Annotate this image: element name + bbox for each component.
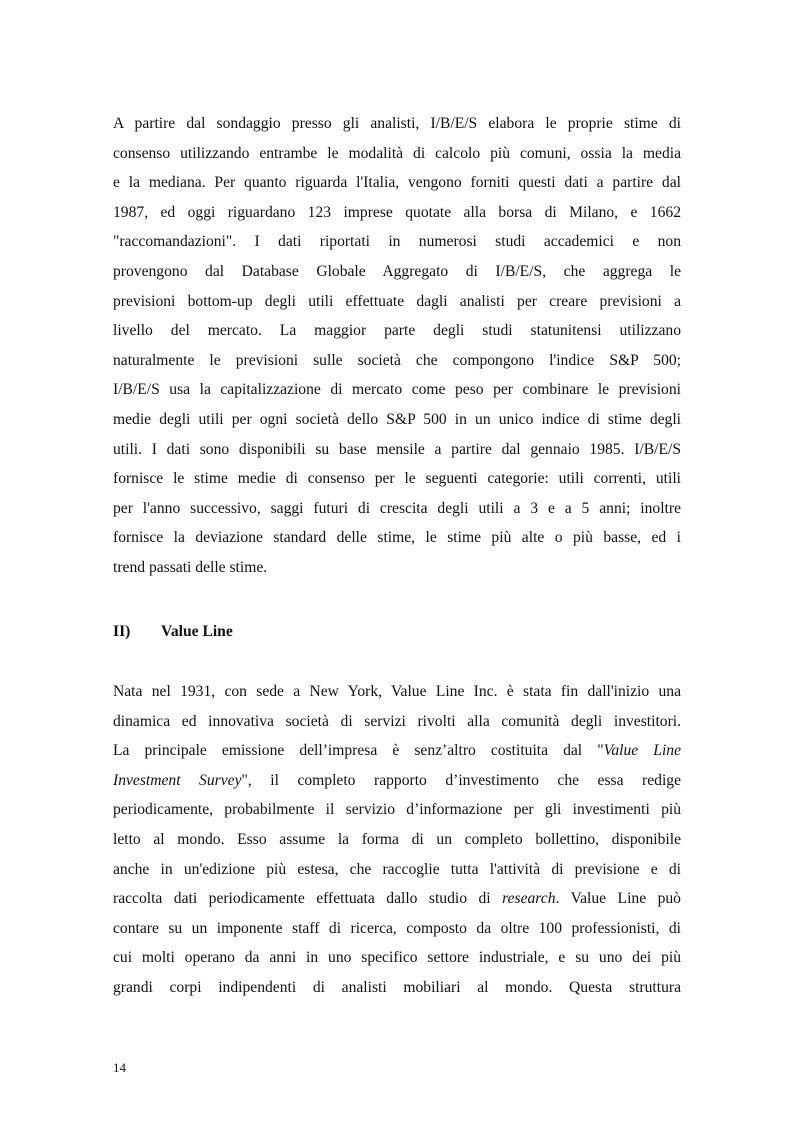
text-line: periodicamente, probabilmente il servizio d’informazione per gli investimenti più — [113, 801, 681, 819]
text-line: fornisce la deviazione standard delle stime, le stime più alte o più basse, ed i — [113, 529, 681, 547]
text-line: e la mediana. Per quanto riguarda l'Italia, vengono forniti questi dati a partire dal — [113, 174, 681, 192]
text-line: dinamica ed innovativa società di servizi rivolti alla comunità degli investitori. — [113, 712, 681, 730]
italic-term: research — [502, 890, 556, 908]
page-number: 14 — [113, 1060, 126, 1075]
text-run: ", il completo rapporto d’investimento che essa redige — [241, 771, 682, 789]
section-heading — [113, 619, 233, 645]
text-line: "raccomandazioni". I dati riportati in numerosi studi accademici e non — [113, 233, 681, 251]
text-line: A partire dal sondaggio presso gli analisti, I/B/E/S elabora le proprie stime di — [113, 115, 681, 132]
text-run: raccolta dati periodicamente effettuata dallo studio di — [113, 890, 503, 908]
text-line — [113, 766, 681, 796]
section-number: II) — [113, 623, 131, 640]
text-line: grandi corpi indipendenti di analisti mobiliari al mondo. Questa struttura — [113, 978, 681, 996]
text-line — [113, 736, 681, 766]
text-line: consenso utilizzando entrambe le modalità di calcolo più comuni, ossia la media — [113, 144, 681, 162]
italic-title: Value Line — [603, 742, 682, 760]
text-line: fornisce le stime medie di consenso per le seguenti categorie: utili correnti, utili — [113, 470, 681, 488]
text-run: . Value Line può — [555, 890, 681, 908]
text-run: La principale emissione dell’impresa è senz’altro costituita dal " — [113, 742, 604, 760]
text-line: previsioni bottom-up degli utili effettuate dagli analisti per creare previsioni a — [113, 292, 681, 310]
body-paragraph-value-line — [113, 677, 681, 1003]
text-line: utili. I dati sono disponibili su base mensile a partire dal gennaio 1985. I/B/E/S — [113, 440, 681, 458]
text-line: provengono dal Database Globale Aggregato di I/B/E/S, che aggrega le — [113, 262, 681, 280]
text-line: I/B/E/S usa la capitalizzazione di mercato come peso per combinare le previsioni — [113, 381, 681, 399]
text-line: naturalmente le previsioni sulle società che compongono l'indice S&P 500; — [113, 351, 681, 369]
italic-title: Investment Survey — [113, 771, 242, 789]
body-paragraph-ibes — [113, 109, 681, 583]
text-line: cui molti operano da anni in uno specifico settore industriale, e su uno dei più — [113, 949, 681, 967]
text-line: 1987, ed oggi riguardano 123 imprese quotate alla borsa di Milano, e 1662 — [113, 203, 681, 221]
text-line: letto al mondo. Esso assume la forma di un completo bollettino, disponibile — [113, 830, 681, 848]
text-line: per l'anno successivo, saggi futuri di crescita degli utili a 3 e a 5 anni; inoltre — [113, 499, 681, 517]
section-title: Value Line — [161, 623, 233, 640]
text-line: livello del mercato. La maggior parte degli studi statunitensi utilizzano — [113, 322, 681, 340]
text-line — [113, 884, 681, 914]
text-line: contare su un imponente staff di ricerca, composto da oltre 100 professionisti, di — [113, 919, 681, 937]
text-line: anche in un'edizione più estesa, che raccoglie tutta l'attività di previsione e di — [113, 860, 681, 878]
text-line: medie degli utili per ogni società dello S&P 500 in un unico indice di stime degli — [113, 410, 681, 428]
text-line: Nata nel 1931, con sede a New York, Value Line Inc. è stata fin dall'inizio una — [113, 683, 681, 700]
text-line: trend passati delle stime. — [113, 558, 268, 576]
